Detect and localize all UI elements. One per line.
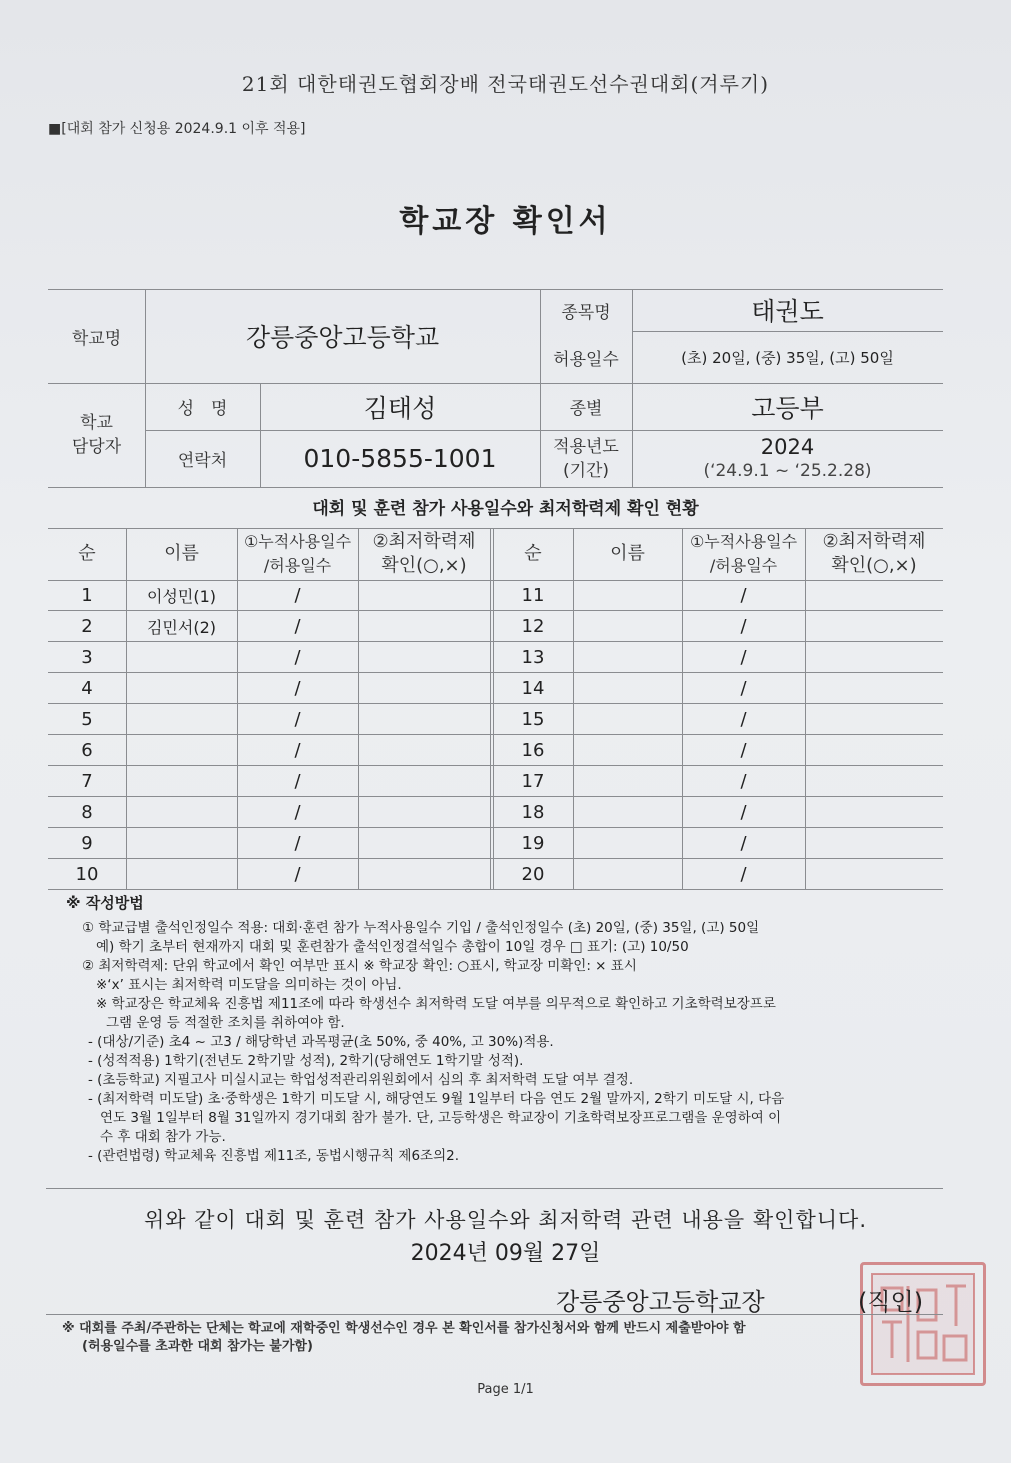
table-row-days: / [294, 616, 301, 637]
table-row-name [573, 704, 682, 735]
table-row-days: / [294, 802, 301, 823]
table-row-check [805, 859, 943, 890]
instruction-line: 그램 운영 등 적절한 조치를 취하여야 함. [106, 1015, 345, 1031]
page-number: Page 1/1 [477, 1382, 534, 1397]
table-row-no: 6 [81, 740, 93, 761]
staff-name-label: 성 명 [177, 399, 228, 419]
table-row-name [573, 611, 682, 642]
table-row-no: 18 [521, 802, 545, 823]
year-value: 2024 [760, 434, 815, 459]
divider [46, 1314, 943, 1315]
col-header-academic-line-1: ②최저학력제 [372, 531, 476, 552]
table-row-no: 16 [521, 740, 545, 761]
division-label: 종별 [569, 399, 603, 419]
instruction-line: ① 학교급별 출석인정일수 적용: 대회·훈련 참가 누적사용일수 기입 / 출석인정일수 (초) 20일, (중) 35일, (고) 50일 [82, 920, 760, 936]
table-row-no: 5 [81, 709, 93, 730]
table-row-name [126, 859, 237, 890]
col-header-academic-line-2: 확인(○,×) [381, 555, 467, 576]
col-header-days-right-line-2: /허용일수 [709, 556, 778, 575]
table-row-name [573, 580, 682, 611]
table-row-check [805, 704, 943, 735]
table-row-check [805, 766, 943, 797]
col-header-days-right-line-1: ①누적사용일수 [689, 532, 798, 551]
signing-date: 2024년 09월 27일 [410, 1241, 601, 1266]
table-row-days: / [740, 585, 747, 606]
table-row-no: 15 [521, 709, 545, 730]
col-header-name: 이름 [164, 543, 199, 564]
principal-name: 강릉중앙고등학교장 [556, 1288, 765, 1316]
table-row-no: 3 [81, 647, 93, 668]
table-row-check [805, 673, 943, 704]
table-row-days: / [294, 740, 301, 761]
table-row-check [358, 735, 490, 766]
school-name-label: 학교명 [71, 328, 122, 349]
table-row-days: / [294, 585, 301, 606]
table-row-no: 12 [521, 616, 545, 637]
table-row-days: / [740, 678, 747, 699]
table-row-no: 2 [81, 616, 93, 637]
table-row-check [805, 642, 943, 673]
table-row-check [805, 611, 943, 642]
table-row-check [358, 704, 490, 735]
table-row-check [358, 580, 490, 611]
table-row-check [805, 797, 943, 828]
table-row-no: 4 [81, 678, 93, 699]
table-row-no: 20 [521, 864, 545, 885]
table-row-no: 11 [521, 585, 545, 606]
instruction-line: - (성적적용) 1학기(전년도 2학기말 성적), 2학기(당해연도 1학기말 성적). [88, 1053, 524, 1069]
table-row-no: 1 [81, 585, 93, 606]
instruction-line: - (최저학력 미도달) 초·중학생은 1학기 미도달 시, 해당연도 9월 1일부터 다음 연도 2월 말까지, 2학기 미도달 시, 다음 [88, 1091, 785, 1107]
col-header-days [237, 528, 358, 580]
col-header-academic-right-line-1: ②최저학력제 [822, 531, 926, 552]
document-title: 학교장 확인서 [399, 204, 612, 239]
division-value: 고등부 [751, 393, 824, 423]
table-row-no: 10 [75, 864, 99, 885]
period-label-line-2: (기간) [562, 460, 610, 481]
table-row-name [126, 766, 237, 797]
table-row-no: 9 [81, 833, 93, 854]
table-row-name [573, 828, 682, 859]
staff-label-line-1: 학교 [80, 413, 113, 433]
competition-title: 21회 대한태권도협회장배 전국태권도선수권대회(겨루기) [241, 72, 770, 96]
table-row-name: 김민서(2) [146, 618, 217, 637]
contact-value: 010-5855-1001 [303, 444, 497, 473]
table-row-check [358, 859, 490, 890]
confirmation-statement: 위와 같이 대회 및 훈련 참가 사용일수와 최저학력 관련 내용을 확인합니다. [143, 1208, 867, 1232]
table-row-check [358, 611, 490, 642]
table-row-days: / [740, 616, 747, 637]
table-row-name [126, 797, 237, 828]
event-value: 태권도 [751, 297, 824, 326]
instructions [66, 894, 946, 1166]
table-row-name: 이성민(1) [146, 587, 217, 606]
period-range: (‘24.9.1 ~ ‘25.2.28) [703, 460, 872, 481]
col-header-no-right: 순 [524, 543, 542, 564]
col-header-days-line-2: /허용일수 [263, 556, 332, 575]
table-row-no: 8 [81, 802, 93, 823]
table-row-days: / [740, 833, 747, 854]
table-row-name [126, 642, 237, 673]
table-row-name [126, 735, 237, 766]
table-row-days: / [294, 709, 301, 730]
event-label: 종목명 [561, 302, 611, 323]
table-row-check [358, 642, 490, 673]
usage-note: ■[대회 참가 신청용 2024.9.1 이후 적용] [48, 121, 306, 137]
table-row-check [805, 735, 943, 766]
school-name-value: 강릉중앙고등학교 [245, 323, 440, 352]
table-row-name [573, 797, 682, 828]
period-label-line-1: 적용년도 [553, 436, 619, 457]
table-row-name [126, 828, 237, 859]
instruction-line: ※‘x’ 표시는 최저학력 미도달을 의미하는 것이 아님. [96, 977, 402, 993]
instruction-line: ② 최저학력제: 단위 학교에서 확인 여부만 표시 ※ 학교장 확인: ○표시, 학교장 미확인: × 표시 [82, 958, 637, 974]
col-header-no: 순 [78, 543, 96, 564]
table-row-no: 13 [521, 647, 545, 668]
table-row-days: / [294, 833, 301, 854]
table-row-check [805, 580, 943, 611]
table-row-no: 7 [81, 771, 93, 792]
table-row-no: 17 [521, 771, 545, 792]
period-value [632, 430, 943, 487]
table-row-name [573, 735, 682, 766]
table-row-days: / [294, 678, 301, 699]
instruction-line: ※ 학교장은 학교체육 진흥법 제11조에 따라 학생선수 최저학력 도달 여부를 의무적으로 확인하고 기초학력보장프로 [96, 996, 776, 1012]
instruction-line: - (대상/기준) 초4 ~ 고3 / 해당학년 과목평균(초 50%, 중 40%, 고 30%)적용. [88, 1034, 554, 1050]
table-row-check [358, 766, 490, 797]
table-row-days: / [294, 647, 301, 668]
table-row-no: 19 [521, 833, 545, 854]
table-row-days: / [740, 647, 747, 668]
instruction-line: 수 후 대회 참가 가능. [100, 1129, 226, 1145]
table-row-name [126, 673, 237, 704]
table-row-days: / [740, 771, 747, 792]
col-header-name-right: 이름 [610, 543, 645, 564]
table-row-name [573, 673, 682, 704]
col-header-days-line-1: ①누적사용일수 [243, 532, 352, 551]
col-header-academic-right [805, 528, 943, 580]
table-row-days: / [740, 709, 747, 730]
instruction-line: 예) 학기 초부터 현재까지 대회 및 훈련참가 출석인정결석일수 총합이 10일 경우 □ 표기: (고) 10/50 [96, 939, 689, 955]
staff-label-line-2: 담당자 [71, 437, 122, 457]
table-row-days: / [740, 740, 747, 761]
divider [46, 1188, 943, 1189]
footer-note-line-2: (허용일수를 초과한 대회 참가는 불가함) [82, 1339, 313, 1354]
table-row-check [358, 673, 490, 704]
staff-name-value: 김태성 [363, 393, 437, 423]
staff-label [48, 383, 145, 487]
table-row-check [358, 828, 490, 859]
instructions-heading: ※ 작성방법 [66, 894, 144, 912]
section-title: 대회 및 훈련 참가 사용일수와 최저학력제 확인 현황 [312, 499, 699, 519]
seal-label: (직인) [858, 1288, 924, 1316]
instruction-line: 연도 3월 1일부터 8월 31일까지 경기대회 참가 불가. 단, 고등학생은 학교장이 기초학력보장프로그램을 운영하여 이 [100, 1110, 782, 1126]
table-row-days: / [294, 864, 301, 885]
contact-label: 연락처 [177, 451, 228, 471]
table-row-name [573, 766, 682, 797]
table-row-name [126, 704, 237, 735]
table-row-days: / [294, 771, 301, 792]
period-label [540, 430, 632, 487]
table-row-check [805, 828, 943, 859]
allowed-days-value: (초) 20일, (중) 35일, (고) 50일 [681, 348, 894, 367]
table-row-days: / [740, 864, 747, 885]
footer-note [62, 1320, 962, 1356]
col-header-academic-right-line-2: 확인(○,×) [831, 555, 917, 576]
table-row-name [573, 642, 682, 673]
col-header-academic [358, 528, 490, 580]
table-row-name [573, 859, 682, 890]
footer-note-line-1: ※ 대회를 주최/주관하는 단체는 학교에 재학중인 학생선수인 경우 본 확인서를 참가신청서와 함께 반드시 제출받아야 함 [62, 1321, 746, 1336]
table-row-check [358, 797, 490, 828]
table-row-no: 14 [521, 678, 545, 699]
instruction-line: - (관련법령) 학교체육 진흥법 제11조, 동법시행규칙 제6조의2. [88, 1148, 459, 1164]
instruction-line: - (초등학교) 지필고사 미실시교는 학업성적관리위원회에서 심의 후 최저학력 도달 여부 결정. [88, 1072, 634, 1088]
table-row-days: / [740, 802, 747, 823]
allowed-days-label: 허용일수 [553, 349, 619, 370]
col-header-days-right [682, 528, 805, 580]
